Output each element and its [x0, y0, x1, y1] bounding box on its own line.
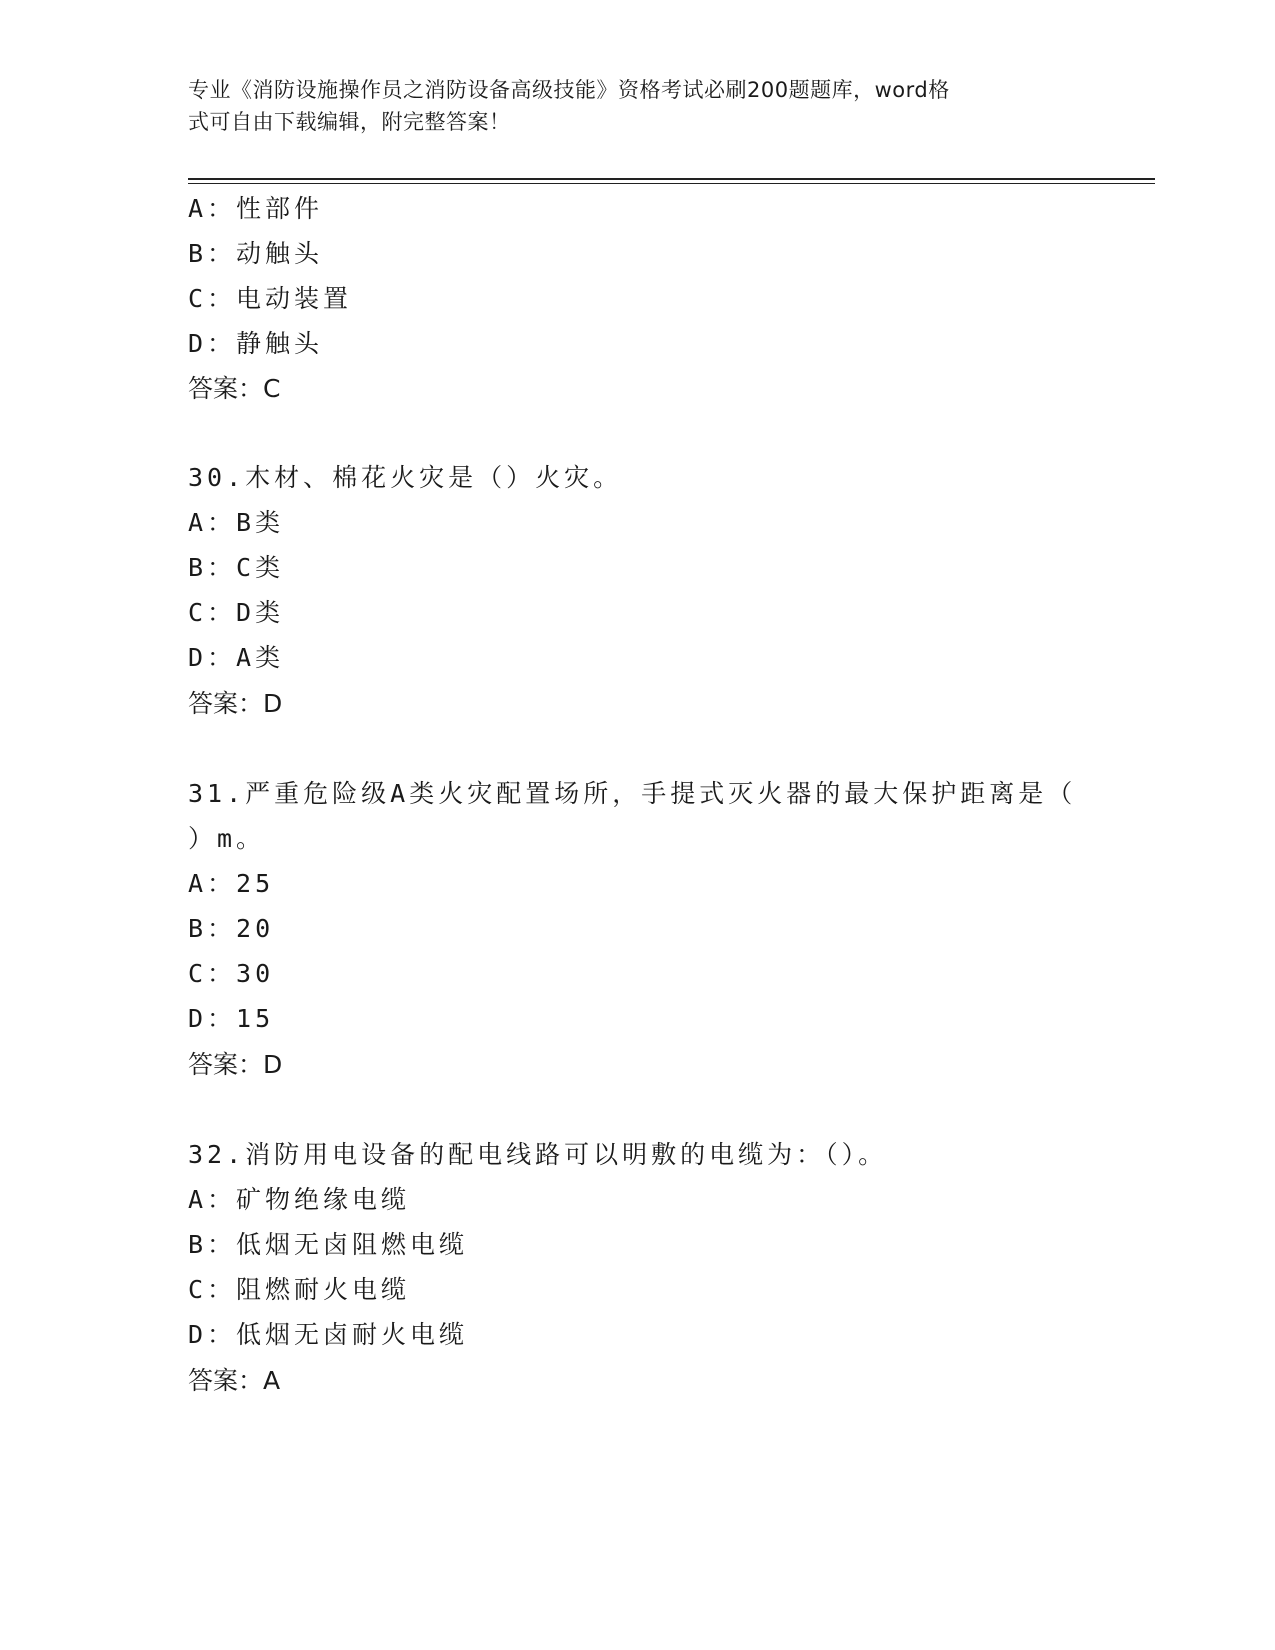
header-line-2: 式可自由下载编辑，附完整答案！ [188, 110, 511, 134]
q32-answer: 答案：A [188, 1366, 281, 1395]
q30-option-c: C：D类 [188, 598, 285, 627]
q31-option-d: D：15 [188, 1004, 275, 1033]
q31-option-b: B：20 [188, 914, 275, 943]
document-header [188, 74, 1078, 138]
q32-option-a: A：矿物绝缘电缆 [188, 1185, 411, 1214]
q31-stem-line-2: ）m。 [188, 824, 266, 853]
q30-option-b: B：C类 [188, 553, 285, 582]
q30-option-d: D：A类 [188, 643, 285, 672]
header-line-1: 专业《消防设施操作员之消防设备高级技能》资格考试必刷200题题库，word格 [188, 78, 950, 102]
q31-answer: 答案：D [188, 1050, 283, 1079]
q30-option-a: A：B类 [188, 508, 285, 537]
q31-stem-line-1: 31.严重危险级A类火灾配置场所，手提式灭火器的最大保护距离是（ [188, 779, 1077, 808]
q32-option-b: B：低烟无卤阻燃电缆 [188, 1230, 469, 1259]
q29-answer: 答案：C [188, 374, 281, 403]
q31-option-a: A：25 [188, 869, 275, 898]
q29-option-a: A：性部件 [188, 194, 324, 223]
header-divider-thick [188, 178, 1155, 180]
header-divider-thin [188, 183, 1155, 184]
q32-stem: 32.消防用电设备的配电线路可以明敷的电缆为：（）。 [188, 1140, 888, 1169]
q29-option-d: D：静触头 [188, 329, 324, 358]
q32-option-c: C：阻燃耐火电缆 [188, 1275, 411, 1304]
q31-option-c: C：30 [188, 959, 275, 988]
q29-option-c: C：电动装置 [188, 284, 353, 313]
q29-option-b: B：动触头 [188, 239, 324, 268]
q32-option-d: D：低烟无卤耐火电缆 [188, 1320, 469, 1349]
q30-stem: 30.木材、棉花火灾是（）火灾。 [188, 463, 623, 492]
q30-answer: 答案：D [188, 689, 283, 718]
